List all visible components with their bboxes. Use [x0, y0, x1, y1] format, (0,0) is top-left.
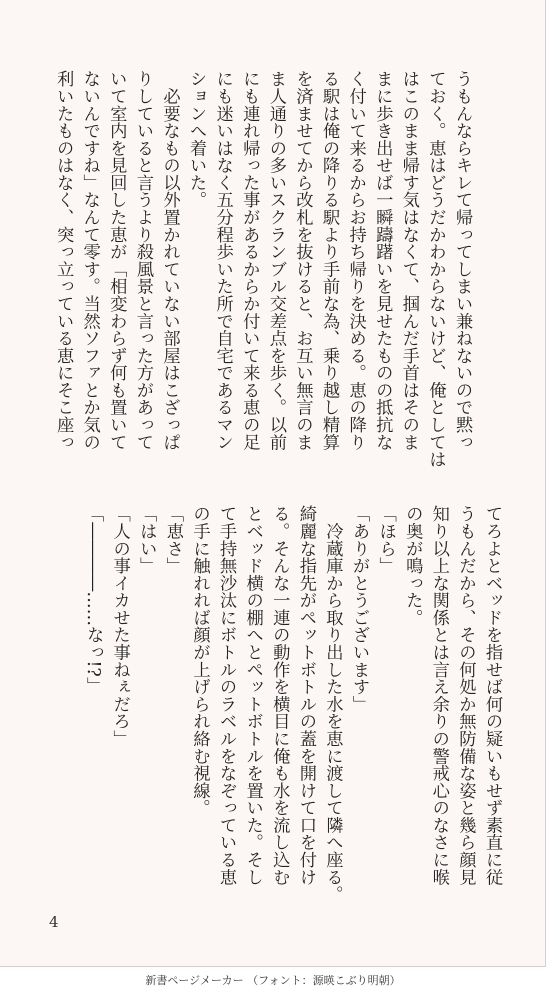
upper-text-block — [45, 70, 475, 474]
text-line: はこのまま帰す気はなくて、掴んだ手首はそのま — [398, 70, 419, 451]
text-line: 知り以上な関係とは言え余りの警戒心のなさに喉 — [428, 505, 449, 886]
text-line: まに歩き出せば一瞬躊躇いを見せたものの抵抗な — [372, 70, 393, 451]
text-line: 必要なもの以外置かれていない部屋はこざっぱ — [159, 70, 180, 451]
text-line: ションへ着いた。 — [186, 70, 207, 209]
text-line: の奥が鳴った。 — [402, 505, 423, 627]
text-line: 利いたものはなく、突っ立っている恵にそこ座っ — [53, 70, 74, 451]
text-line: とベッド横の棚へとペットボトルを置いた。そし — [242, 505, 263, 886]
text-line: 「はい」 — [136, 505, 157, 575]
text-line: 「恵さ」 — [162, 505, 183, 575]
text-line: ないんですね」なんて零す。当然ソファとか気の — [79, 70, 100, 451]
text-line: うもんならキレて帰ってしまい兼ねないので黙っ — [452, 70, 472, 451]
text-line: る。そんな一連の動作を横目に俺も水を流し込む — [269, 505, 290, 886]
text-line: にも連れ帰った事があるからか付いて来る恵の足 — [239, 70, 260, 451]
text-line: る駅は俺の降りる駅より手前な為、乗り越し精算 — [319, 70, 340, 451]
text-line: ま人通りの多いスクランブル交差点を歩く。以前 — [265, 70, 286, 451]
text-line: ておく。恵はどうだかわからないけど、俺としては — [425, 70, 446, 468]
lower-text-block — [45, 505, 505, 909]
text-line: うもんだから、その何処か無防備な姿と幾ら顔見 — [455, 505, 476, 886]
text-line: てろよとベッドを指せば何の疑いもせず素直に従 — [482, 505, 502, 886]
footer-credit: 新書ページメーカー （フォント：源暎こぶり明朝） — [145, 974, 401, 987]
page-number: 4 — [49, 913, 59, 931]
text-line: 「ほら」 — [375, 505, 396, 575]
text-line: て手持無沙汰にボトルのラベルをなぞっている恵 — [216, 505, 237, 886]
text-line: の手に触れれば顔が上げられ絡む視線。 — [189, 505, 210, 817]
text-line: く付いて来るからお持ち帰りを決める。恵の降り — [345, 70, 366, 451]
text-line: 綺麗な指先がペットボトルの蓋を開けて口を付け — [295, 505, 316, 886]
text-line: りしていると言うより殺風景と言った方があって — [132, 70, 153, 451]
text-line: にも迷いはなく五分程歩いた所で自宅であるマン — [212, 70, 233, 451]
text-line: 冷蔵庫から取り出した水を恵に渡して隣へ座る。 — [322, 505, 343, 903]
text-line: 「ありがとうございます」 — [349, 505, 370, 713]
text-line: を済ませてから改札を抜けると、お互い無言のま — [292, 70, 313, 451]
text-line: いて室内を見回した恵が「相変わらず何も置いて — [106, 70, 127, 451]
text-line: 「人の事イカせた事ねぇだろ」 — [109, 505, 130, 748]
text-line: 「――――……なっ!?」 — [83, 505, 104, 695]
